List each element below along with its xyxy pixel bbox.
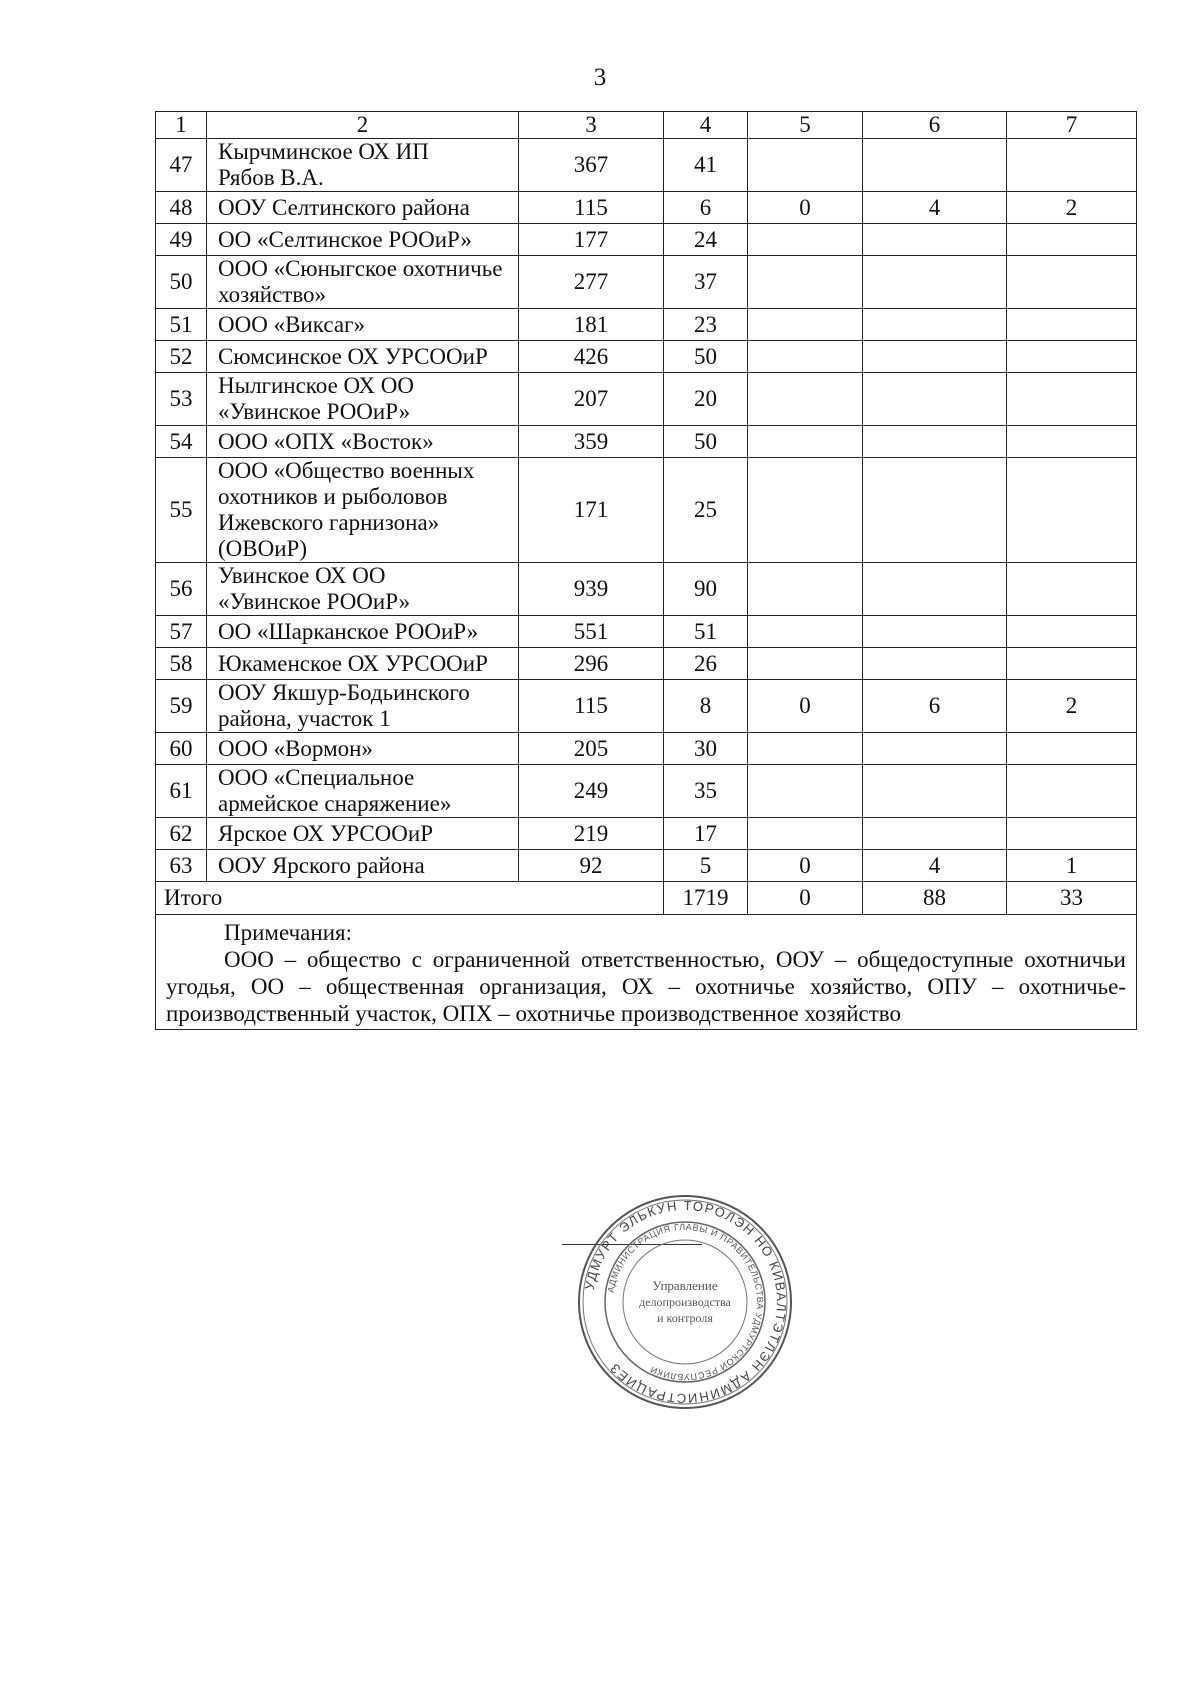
row-cell-col3: 115 [519, 192, 664, 224]
table-row [156, 733, 1137, 765]
header-row [156, 112, 1137, 139]
row-cell-col4: 20 [664, 373, 748, 426]
row-number-cell: 47 [156, 139, 207, 192]
row-cell-col3: 367 [519, 139, 664, 192]
row-number-cell: 56 [156, 563, 207, 616]
table-row [156, 648, 1137, 680]
row-name-cell: ООО «Вормон» [207, 733, 519, 765]
table-row [156, 426, 1137, 458]
row-name-cell: Ярское ОХ УРСООиР [207, 818, 519, 850]
row-cell-col7 [1007, 373, 1137, 426]
seal-center-line-3: и контроля [657, 1311, 713, 1325]
row-cell-col5 [748, 458, 863, 563]
table-row [156, 765, 1137, 818]
row-cell-col4: 5 [664, 850, 748, 882]
row-cell-col7: 1 [1007, 850, 1137, 882]
row-cell-col3: 249 [519, 765, 664, 818]
table-row [156, 373, 1137, 426]
total-cell: 1719 [664, 882, 748, 915]
row-name-cell: ООО «Общество военных охотников и рыболовов Ижевского гарнизона» (ОВОиР) [207, 458, 519, 563]
seal-center-line-1: Управление [652, 1278, 718, 1293]
row-cell-col3: 205 [519, 733, 664, 765]
row-cell-col5: 0 [748, 680, 863, 733]
row-number-cell: 51 [156, 309, 207, 341]
table-row [156, 616, 1137, 648]
row-name-cell: ООО «Сюныгское охотничье хозяйство» [207, 256, 519, 309]
header-cell: 3 [519, 112, 664, 139]
table-row [156, 224, 1137, 256]
header-cell: 2 [207, 112, 519, 139]
header-cell: 7 [1007, 112, 1137, 139]
row-cell-col5 [748, 139, 863, 192]
row-cell-col4: 17 [664, 818, 748, 850]
row-cell-col6: 4 [863, 850, 1007, 882]
row-number-cell: 49 [156, 224, 207, 256]
row-cell-col7 [1007, 616, 1137, 648]
row-cell-col3: 171 [519, 458, 664, 563]
row-cell-col3: 551 [519, 616, 664, 648]
row-number-cell: 62 [156, 818, 207, 850]
seal-outer-text: УДМУРТ ЭЛЬКУН ТОРОЛЭН НО КИВАЛТЭТЛЭН АДМИНИСТРАЦИЕЗ [581, 1197, 790, 1407]
page-number: 3 [593, 64, 607, 91]
row-cell-col3: 181 [519, 309, 664, 341]
row-cell-col7: 2 [1007, 192, 1137, 224]
notes-cell [156, 915, 1137, 1030]
row-cell-col5 [748, 818, 863, 850]
total-row [156, 882, 1137, 915]
row-cell-col4: 24 [664, 224, 748, 256]
total-label: Итого [156, 882, 664, 915]
row-cell-col7 [1007, 224, 1137, 256]
row-number-cell: 60 [156, 733, 207, 765]
row-cell-col4: 37 [664, 256, 748, 309]
row-cell-col5 [748, 341, 863, 373]
row-name-cell: Кырчминское ОХ ИП Рябов В.А. [207, 139, 519, 192]
row-cell-col7 [1007, 733, 1137, 765]
row-cell-col6 [863, 224, 1007, 256]
row-name-cell: ООО «ОПХ «Восток» [207, 426, 519, 458]
row-cell-col7 [1007, 426, 1137, 458]
row-number-cell: 52 [156, 341, 207, 373]
row-name-cell: ОО «Шарканское РООиР» [207, 616, 519, 648]
table-row [156, 256, 1137, 309]
seal-graphic [575, 1192, 795, 1412]
row-cell-col4: 90 [664, 563, 748, 616]
row-number-cell: 61 [156, 765, 207, 818]
total-cell: 33 [1007, 882, 1137, 915]
row-cell-col5 [748, 648, 863, 680]
table-row [156, 818, 1137, 850]
header-cell: 5 [748, 112, 863, 139]
row-cell-col6 [863, 373, 1007, 426]
row-cell-col6 [863, 256, 1007, 309]
row-cell-col3: 939 [519, 563, 664, 616]
row-cell-col3: 207 [519, 373, 664, 426]
row-cell-col3: 296 [519, 648, 664, 680]
row-cell-col5 [748, 733, 863, 765]
seal-inner-text: АДМИНИСТРАЦИЯ ГЛАВЫ И ПРАВИТЕЛЬСТВА УДМУРТСКОЙ РЕСПУБЛИКИ [605, 1221, 766, 1383]
row-cell-col4: 26 [664, 648, 748, 680]
total-cell: 88 [863, 882, 1007, 915]
row-cell-col6 [863, 765, 1007, 818]
row-name-cell: Сюмсинское ОХ УРСООиР [207, 341, 519, 373]
row-name-cell: Нылгинское ОХ ОО «Увинское РООиР» [207, 373, 519, 426]
row-name-cell: ОО «Селтинское РООиР» [207, 224, 519, 256]
row-cell-col4: 35 [664, 765, 748, 818]
header-cell: 4 [664, 112, 748, 139]
table-footer [156, 882, 1137, 1030]
row-cell-col5 [748, 224, 863, 256]
row-name-cell: ООО «Виксаг» [207, 309, 519, 341]
row-cell-col6 [863, 733, 1007, 765]
row-name-cell: ООО «Специальное армейское снаряжение» [207, 765, 519, 818]
row-cell-col7 [1007, 648, 1137, 680]
row-cell-col4: 30 [664, 733, 748, 765]
row-cell-col7 [1007, 256, 1137, 309]
row-number-cell: 58 [156, 648, 207, 680]
table-body [156, 112, 1137, 882]
table-row [156, 309, 1137, 341]
row-cell-col4: 41 [664, 139, 748, 192]
row-cell-col6 [863, 616, 1007, 648]
row-cell-col5 [748, 373, 863, 426]
data-table [155, 111, 1137, 1030]
row-cell-col3: 426 [519, 341, 664, 373]
row-cell-col3: 92 [519, 850, 664, 882]
row-cell-col3: 115 [519, 680, 664, 733]
row-cell-col6 [863, 563, 1007, 616]
row-cell-col7 [1007, 765, 1137, 818]
table-row [156, 680, 1137, 733]
row-name-cell: Юкаменское ОХ УРСООиР [207, 648, 519, 680]
seal-center-line-2: делопроизводства [639, 1295, 731, 1309]
row-number-cell: 48 [156, 192, 207, 224]
row-cell-col5 [748, 563, 863, 616]
row-cell-col7 [1007, 458, 1137, 563]
row-cell-col6 [863, 818, 1007, 850]
row-cell-col5: 0 [748, 850, 863, 882]
notes-title: Примечания: [224, 920, 352, 945]
table-row [156, 458, 1137, 563]
row-cell-col6 [863, 309, 1007, 341]
table-row [156, 563, 1137, 616]
row-cell-col5 [748, 765, 863, 818]
table-row [156, 850, 1137, 882]
row-number-cell: 59 [156, 680, 207, 733]
row-cell-col5: 0 [748, 192, 863, 224]
row-cell-col6: 6 [863, 680, 1007, 733]
row-cell-col7 [1007, 563, 1137, 616]
row-cell-col3: 359 [519, 426, 664, 458]
row-number-cell: 53 [156, 373, 207, 426]
table-row [156, 341, 1137, 373]
row-cell-col6 [863, 648, 1007, 680]
row-cell-col5 [748, 309, 863, 341]
row-name-cell: ООУ Якшур-Бодьинского района, участок 1 [207, 680, 519, 733]
row-number-cell: 50 [156, 256, 207, 309]
row-cell-col5 [748, 256, 863, 309]
row-cell-col7 [1007, 139, 1137, 192]
header-cell: 6 [863, 112, 1007, 139]
row-cell-col4: 23 [664, 309, 748, 341]
row-cell-col6 [863, 426, 1007, 458]
row-cell-col4: 25 [664, 458, 748, 563]
header-cell: 1 [156, 112, 207, 139]
row-number-cell: 55 [156, 458, 207, 563]
row-cell-col6 [863, 139, 1007, 192]
row-cell-col3: 177 [519, 224, 664, 256]
row-cell-col3: 277 [519, 256, 664, 309]
row-cell-col4: 50 [664, 341, 748, 373]
row-cell-col4: 51 [664, 616, 748, 648]
row-cell-col6: 4 [863, 192, 1007, 224]
row-number-cell: 63 [156, 850, 207, 882]
row-number-cell: 54 [156, 426, 207, 458]
row-cell-col6 [863, 458, 1007, 563]
official-seal [575, 1192, 795, 1412]
row-cell-col7 [1007, 818, 1137, 850]
row-cell-col5 [748, 616, 863, 648]
row-name-cell: ООУ Ярского района [207, 850, 519, 882]
row-cell-col7: 2 [1007, 680, 1137, 733]
total-cell: 0 [748, 882, 863, 915]
row-cell-col4: 6 [664, 192, 748, 224]
row-cell-col4: 8 [664, 680, 748, 733]
row-name-cell: Увинское ОХ ОО «Увинское РООиР» [207, 563, 519, 616]
row-cell-col5 [748, 426, 863, 458]
notes-text: ООО – общество с ограниченной ответственностью, ООУ – общедоступные охотничьи угодья, ОО – общественная организация, ОХ – охотничье хозяйство, ОПУ – охотничье-производственный участок, ОПХ – охотничье производственное хозяйство [166, 947, 1126, 1026]
row-cell-col6 [863, 341, 1007, 373]
table-row [156, 139, 1137, 192]
table-row [156, 192, 1137, 224]
notes-row [156, 915, 1137, 1030]
row-cell-col4: 50 [664, 426, 748, 458]
row-number-cell: 57 [156, 616, 207, 648]
row-cell-col3: 219 [519, 818, 664, 850]
row-cell-col7 [1007, 341, 1137, 373]
row-cell-col7 [1007, 309, 1137, 341]
row-name-cell: ООУ Селтинского района [207, 192, 519, 224]
